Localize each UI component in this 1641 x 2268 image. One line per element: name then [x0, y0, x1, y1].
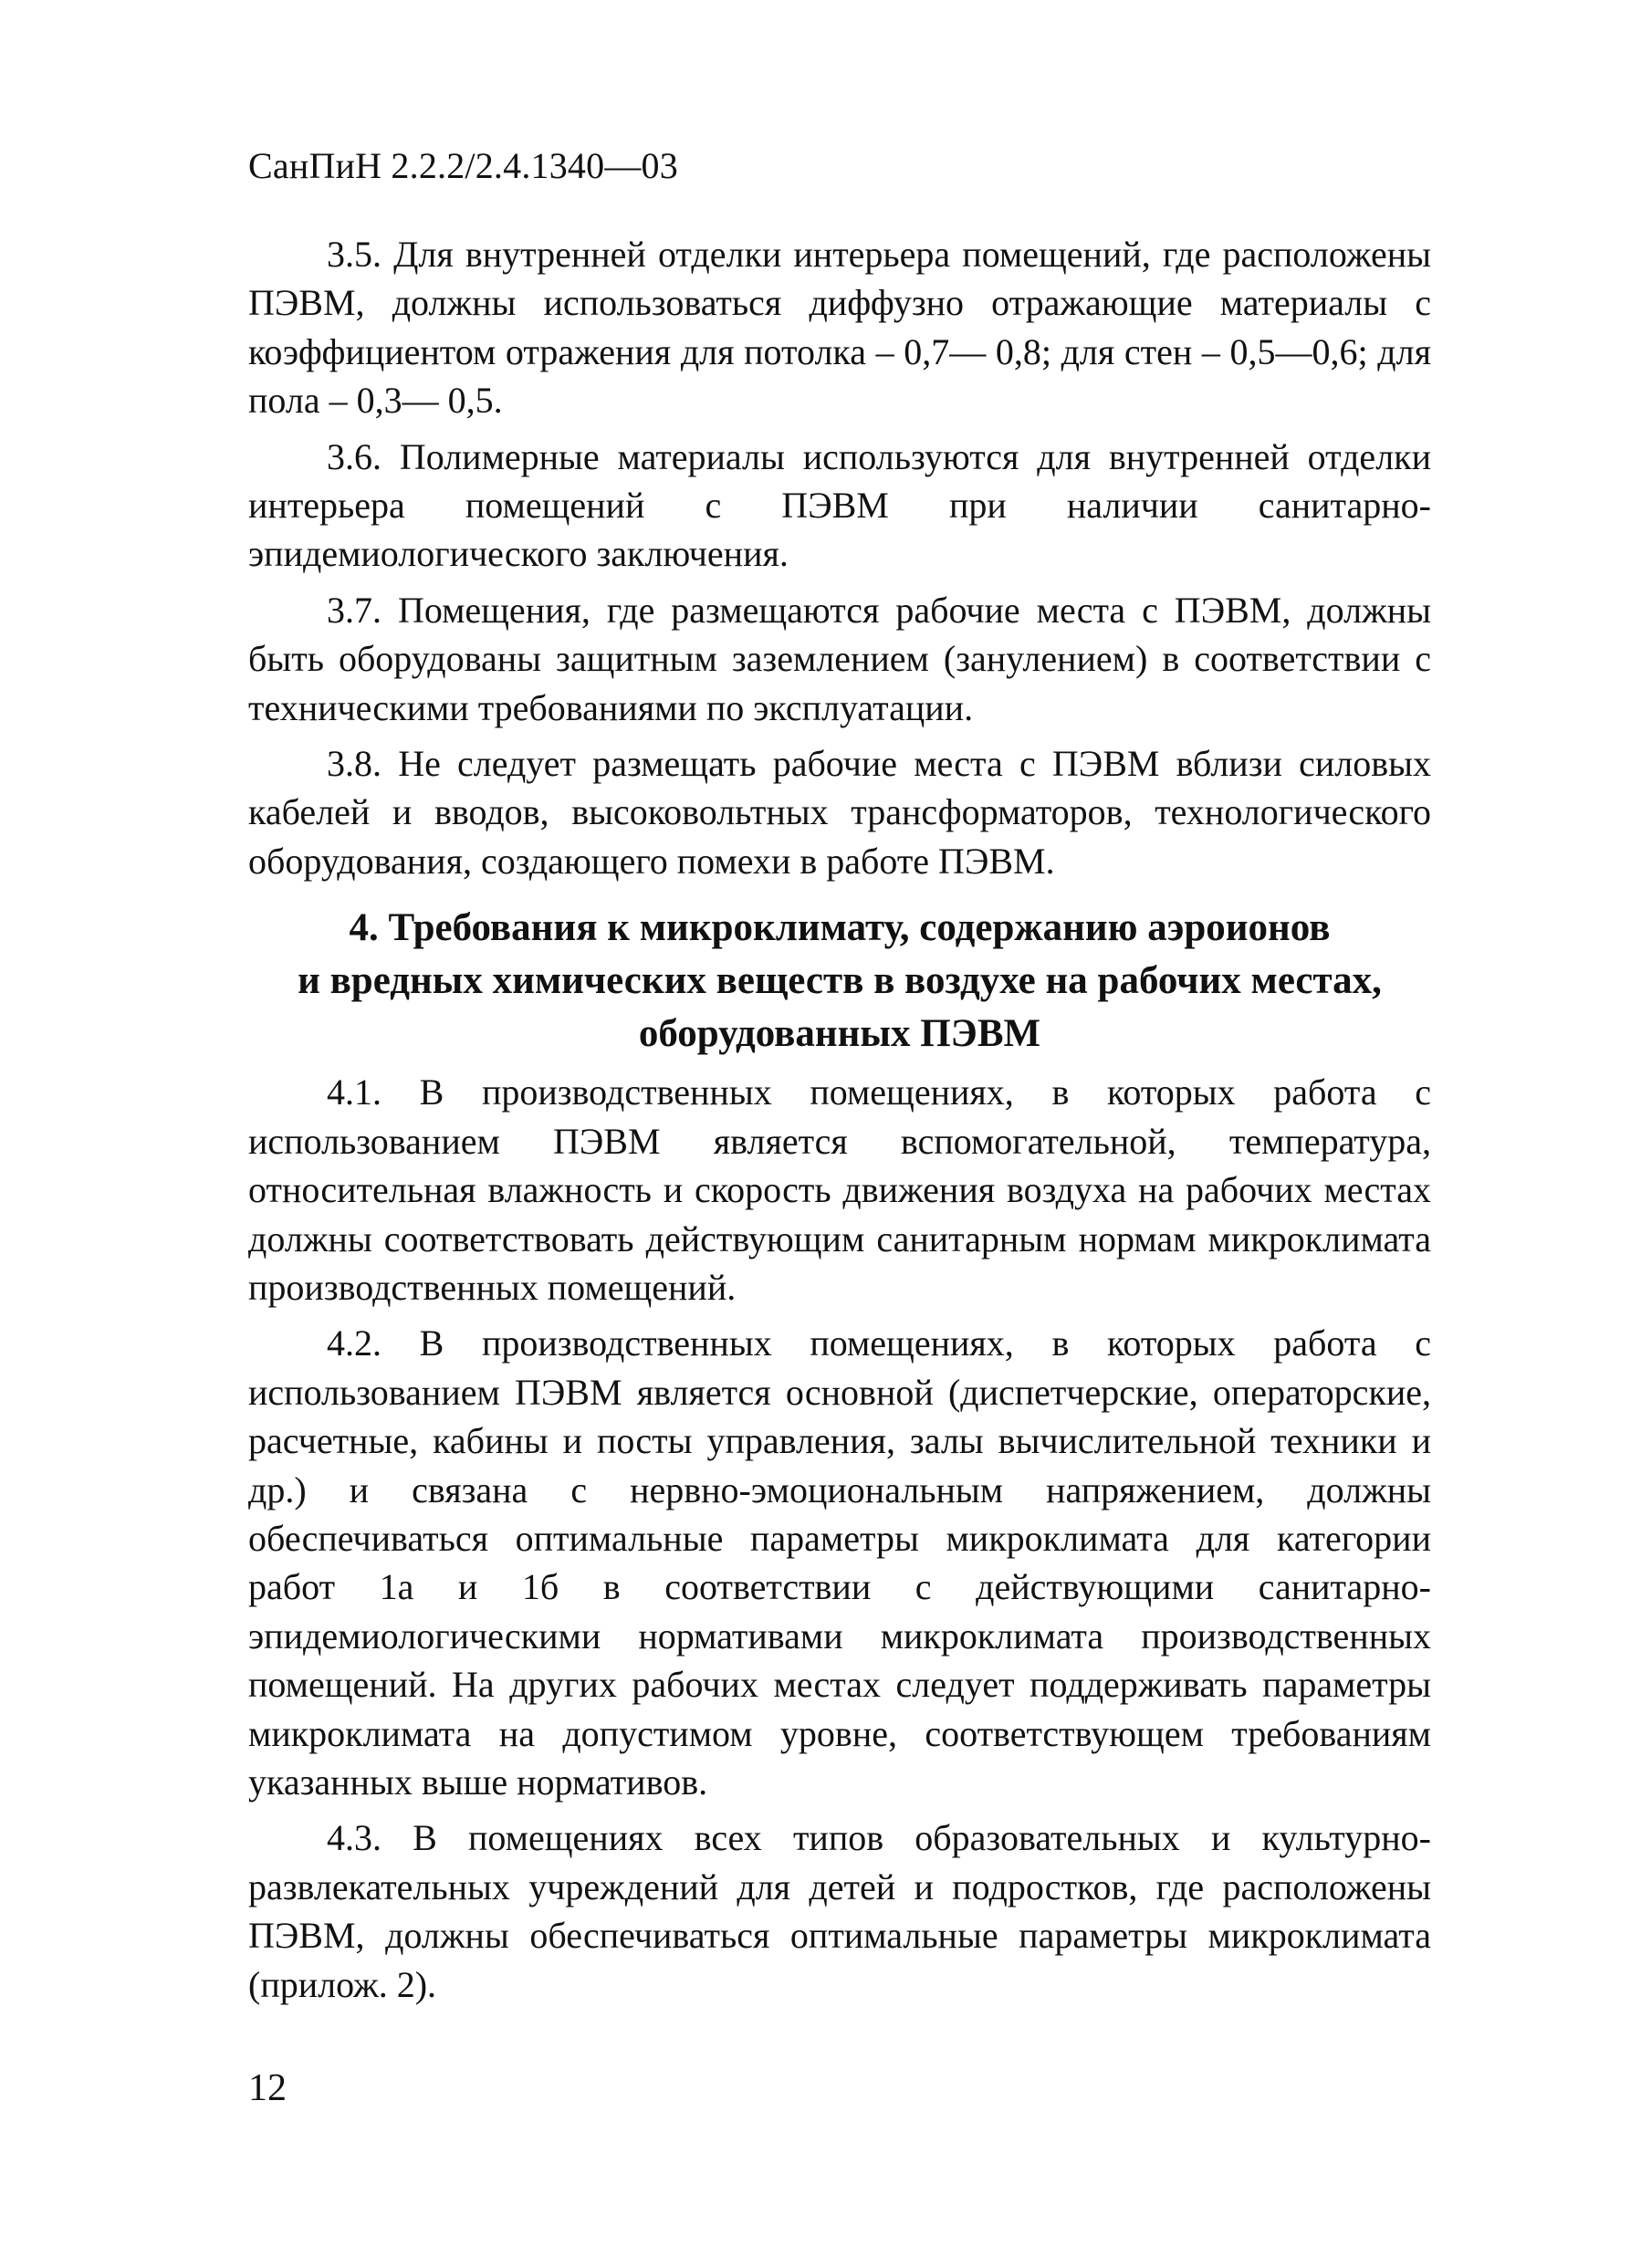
clause-3-7: 3.7. Помещения, где размещаются рабочие места с ПЭВМ, должны быть оборудованы защитным заземлением (занулением) в соответствии с техническими требованиями по эксплуатации. — [248, 589, 1431, 728]
page-body — [248, 230, 1431, 2016]
clause-3-8: 3.8. Не следует размещать рабочие места с ПЭВМ вблизи силовых кабелей и вводов, высоковольтных трансформаторов, технологического оборудования, создающего помехи в работе ПЭВМ. — [248, 743, 1431, 882]
running-header: СанПиН 2.2.2/2.4.1340—03 — [248, 145, 678, 186]
clause-4-1: 4.1. В производственных помещениях, в которых работа с использованием ПЭВМ является вспомогательной, температура, относительная влажность и скорость движения воздуха на рабочих местах должны соответствовать действующим санитарным нормам микроклимата производственных помещений. — [248, 1071, 1431, 1308]
clause-3-6: 3.6. Полимерные материалы используются для внутренней отделки интерьера помещений с ПЭВМ при наличии санитарно-эпидемиологического заключения. — [248, 435, 1431, 575]
section-4-heading-line-1: 4. Требования к микроклимату, содержанию аэроионов — [349, 906, 1331, 950]
section-4-heading-line-2: и вредных химических веществ в воздухе на рабочих местах, — [298, 959, 1382, 1003]
clause-4-3: 4.3. В помещениях всех типов образовательных и культурно-развлекательных учреждений для детей и подростков, где расположены ПЭВМ, должны обеспечиваться оптимальные параметры микроклимата (прилож. 2). — [248, 1817, 1431, 2005]
clause-4-2: 4.2. В производственных помещениях, в которых работа с использованием ПЭВМ является основной (диспетчерские, операторские, расчетные, кабины и посты управления, залы вычислительной техники и др.) и связана с нервно-эмоциональным напряжением, должны обеспечиваться оптимальные параметры микроклимата для категории работ 1а и 1б в соответствии с действующими санитарно-эпидемиологическими нормативами микроклимата производственных помещений. На других рабочих местах следует поддерживать параметры микроклимата на допустимом уровне, соответствующем требованиям указанных выше нормативов. — [248, 1322, 1431, 1803]
section-4-heading-line-3: оборудованных ПЭВМ — [638, 1012, 1041, 1056]
section-4-heading — [248, 902, 1431, 1061]
page-number: 12 — [248, 2067, 287, 2109]
clause-3-5: 3.5. Для внутренней отделки интерьера помещений, где расположены ПЭВМ, должны использоваться диффузно отражающие материалы с коэффициентом отражения для потолка – 0,7— 0,8; для стен – 0,5—0,6; для пола – 0,3— 0,5. — [248, 234, 1431, 422]
